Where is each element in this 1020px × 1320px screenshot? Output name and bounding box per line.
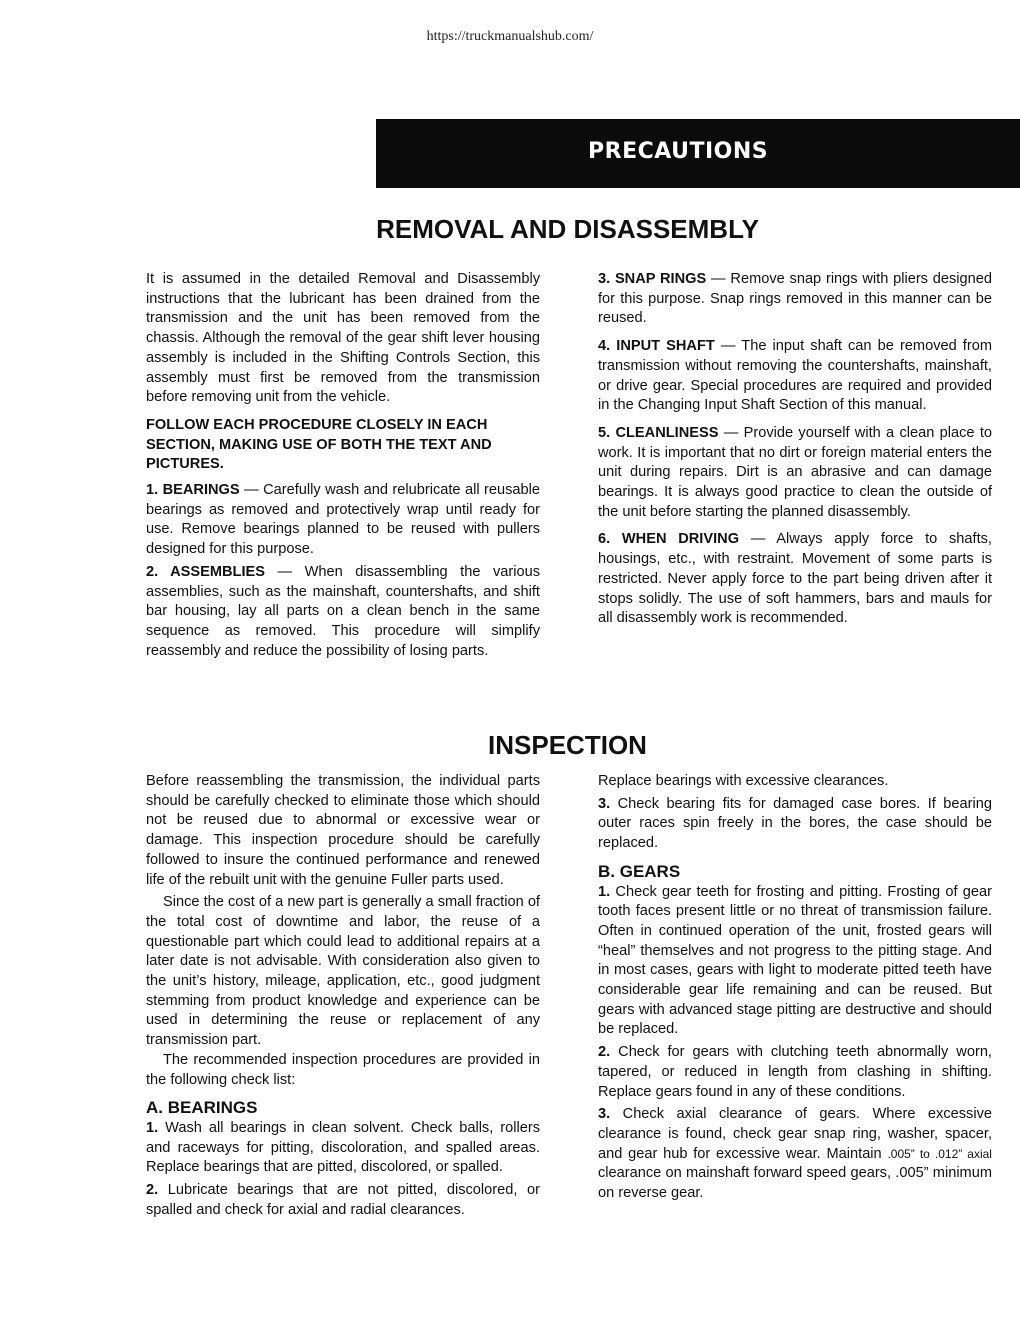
item-number: 3. — [598, 1106, 611, 1123]
item-number: 3. — [598, 795, 611, 812]
item-text: — Carefully wash and relubricate all reusable bearings as removed and protectively wrap until ready for use. Remove bearings planned to be reused with pullers designed for this purpose. — [146, 482, 540, 558]
item-lead: 4. INPUT SHAFT — [598, 338, 715, 355]
bearings-item-1 — [146, 1119, 540, 1178]
removal-item-cleanliness — [598, 424, 992, 523]
inspection-title: INSPECTION — [488, 730, 647, 760]
removal-item-bearings — [146, 481, 540, 560]
bearings-item-2-continuation: Replace bearings with excessive clearances. — [598, 773, 889, 789]
item-text: — Always apply force to shafts, housings, etc., with restraint. Movement of some parts is restricted. Never apply force to the part being driven after it stops solidly. The use of soft hammers, bars and mauls for all disassembly work is recommended. — [598, 531, 992, 627]
inspection-right-column — [598, 772, 992, 1207]
item-text: Wash all bearings in clean solvent. Check balls, rollers and raceways for pitting, discoloration, and spalled areas. Replace bearings that are pitted, discolored, or spalled. — [146, 1119, 540, 1176]
removal-item-snap-rings — [598, 270, 992, 329]
item-lead: 2. ASSEMBLIES — [146, 563, 265, 580]
removal-intro: It is assumed in the detailed Removal and Disassembly instructions that the lubricant has been drained from the transmission and the unit has been removed from the chassis. Although the removal of the gear shift lever housing assembly is included in the Shifting Controls Section, this assembly must first be removed from the transmission before removing unit from the vehicle. — [146, 271, 540, 406]
removal-left-column — [146, 270, 540, 669]
item-text: clearance on mainshaft forward speed gears, .005” minimum on reverse gear. — [598, 1165, 992, 1202]
bearings-item-2 — [146, 1181, 540, 1220]
item-lead: 5. CLEANLINESS — [598, 424, 719, 441]
procedure-notice: FOLLOW EACH PROCEDURE CLOSELY IN EACH SECTION, MAKING USE OF BOTH THE TEXT AND PICTURES. — [146, 416, 492, 473]
banner-label: PRECAUTIONS — [588, 139, 769, 164]
inspection-para-checklist: The recommended inspection procedures are provided in the following check list: — [146, 1051, 540, 1088]
item-text: Check axial clearance of gears. Where excessive clearance is found, check gear snap ring, washer, spacer, and gear hub for excessive wear. Maintain — [598, 1106, 992, 1162]
item-text-small: .005” to .012” axial — [887, 1146, 992, 1161]
item-number: 2. — [146, 1182, 159, 1199]
inspection-para-cost: Since the cost of a new part is generally a small fraction of the total cost of downtime and labor, the reuse of a questionable part which could lead to additional repairs at a later date is not advisable. With consideration also given to the unit’s history, mileage, application, etc., good judgment stemming from product knowledge and experience can be used in determining the reuse or replacement of any transmission part. — [146, 894, 540, 1049]
item-number: 1. — [598, 883, 611, 900]
inspection-para-intro: Before reassembling the transmission, the individual parts should be carefully checked to eliminate those which should not be reused due to abnormal or excessive wear or damage. This inspection procedure should be carefully followed to insure the continued performance and renewed life of the rebuilt unit with the genuine Fuller parts used. — [146, 773, 540, 888]
removal-right-column — [598, 270, 992, 637]
gears-item-2 — [598, 1043, 992, 1102]
inspection-left-column — [146, 772, 540, 1223]
gears-heading: B. GEARS — [598, 861, 681, 881]
gears-item-3 — [598, 1105, 992, 1204]
item-text: Check for gears with clutching teeth abnormally worn, tapered, or reduced in length from clashing in shifting. Replace gears found in any of these conditions. — [598, 1044, 992, 1100]
source-url: https://truckmanualshub.com/ — [426, 29, 594, 44]
item-number: 1. — [146, 1119, 159, 1136]
item-text: — The input shaft can be removed from transmission without removing the countershafts, mainshaft, or drive gear. Special procedures are required and provided in the Changing Input Shaft Section of this manual. — [598, 338, 992, 414]
removal-item-input-shaft — [598, 337, 992, 416]
removal-item-assemblies — [146, 563, 540, 662]
item-text: — When disassembling the various assemblies, such as the mainshaft, countershafts, and shift bar housing, lay all parts on a clean bench in the same sequence as removed. This procedure will simplify reassembly and reduce the possibility of losing parts. — [146, 563, 540, 659]
item-text: Check bearing fits for damaged case bores. If bearing outer races spin freely in the bores, the case should be replaced. — [598, 795, 992, 852]
item-lead: 6. WHEN DRIVING — [598, 531, 740, 548]
item-text: Check gear teeth for frosting and pitting. Frosting of gear tooth faces present little or no threat of transmission failure. Often in continued operation of the unit, frosted gears will “heal” themselves and not progress to the pitting stage. And in most cases, gears with light to moderate pitted teeth have considerable gear life remaining and can be reused. But gears with advanced stage pitting are destructive and should be replaced. — [598, 883, 992, 1038]
precautions-banner — [376, 119, 1020, 188]
item-text: — Provide yourself with a clean place to work. It is important that no dirt or foreign material enters the unit during repairs. Dirt is an abrasive and can damage bearings. It is always good practice to clean the outside of the unit before starting the planned disassembly. — [598, 424, 992, 520]
item-number: 2. — [598, 1044, 611, 1061]
bearings-item-3 — [598, 795, 992, 854]
removal-title: REMOVAL AND DISASSEMBLY — [376, 214, 759, 244]
gears-item-1 — [598, 883, 992, 1041]
item-lead: 1. BEARINGS — [146, 482, 240, 499]
item-text: Lubricate bearings that are not pitted, discolored, or spalled and check for axial and radial clearances. — [146, 1182, 540, 1218]
item-text: — Remove snap rings with pliers designed for this purpose. Snap rings removed in this manner can be reused. — [598, 271, 993, 327]
bearings-heading: A. BEARINGS — [146, 1098, 258, 1118]
removal-item-when-driving — [598, 530, 992, 629]
item-lead: 3. SNAP RINGS — [598, 271, 707, 287]
